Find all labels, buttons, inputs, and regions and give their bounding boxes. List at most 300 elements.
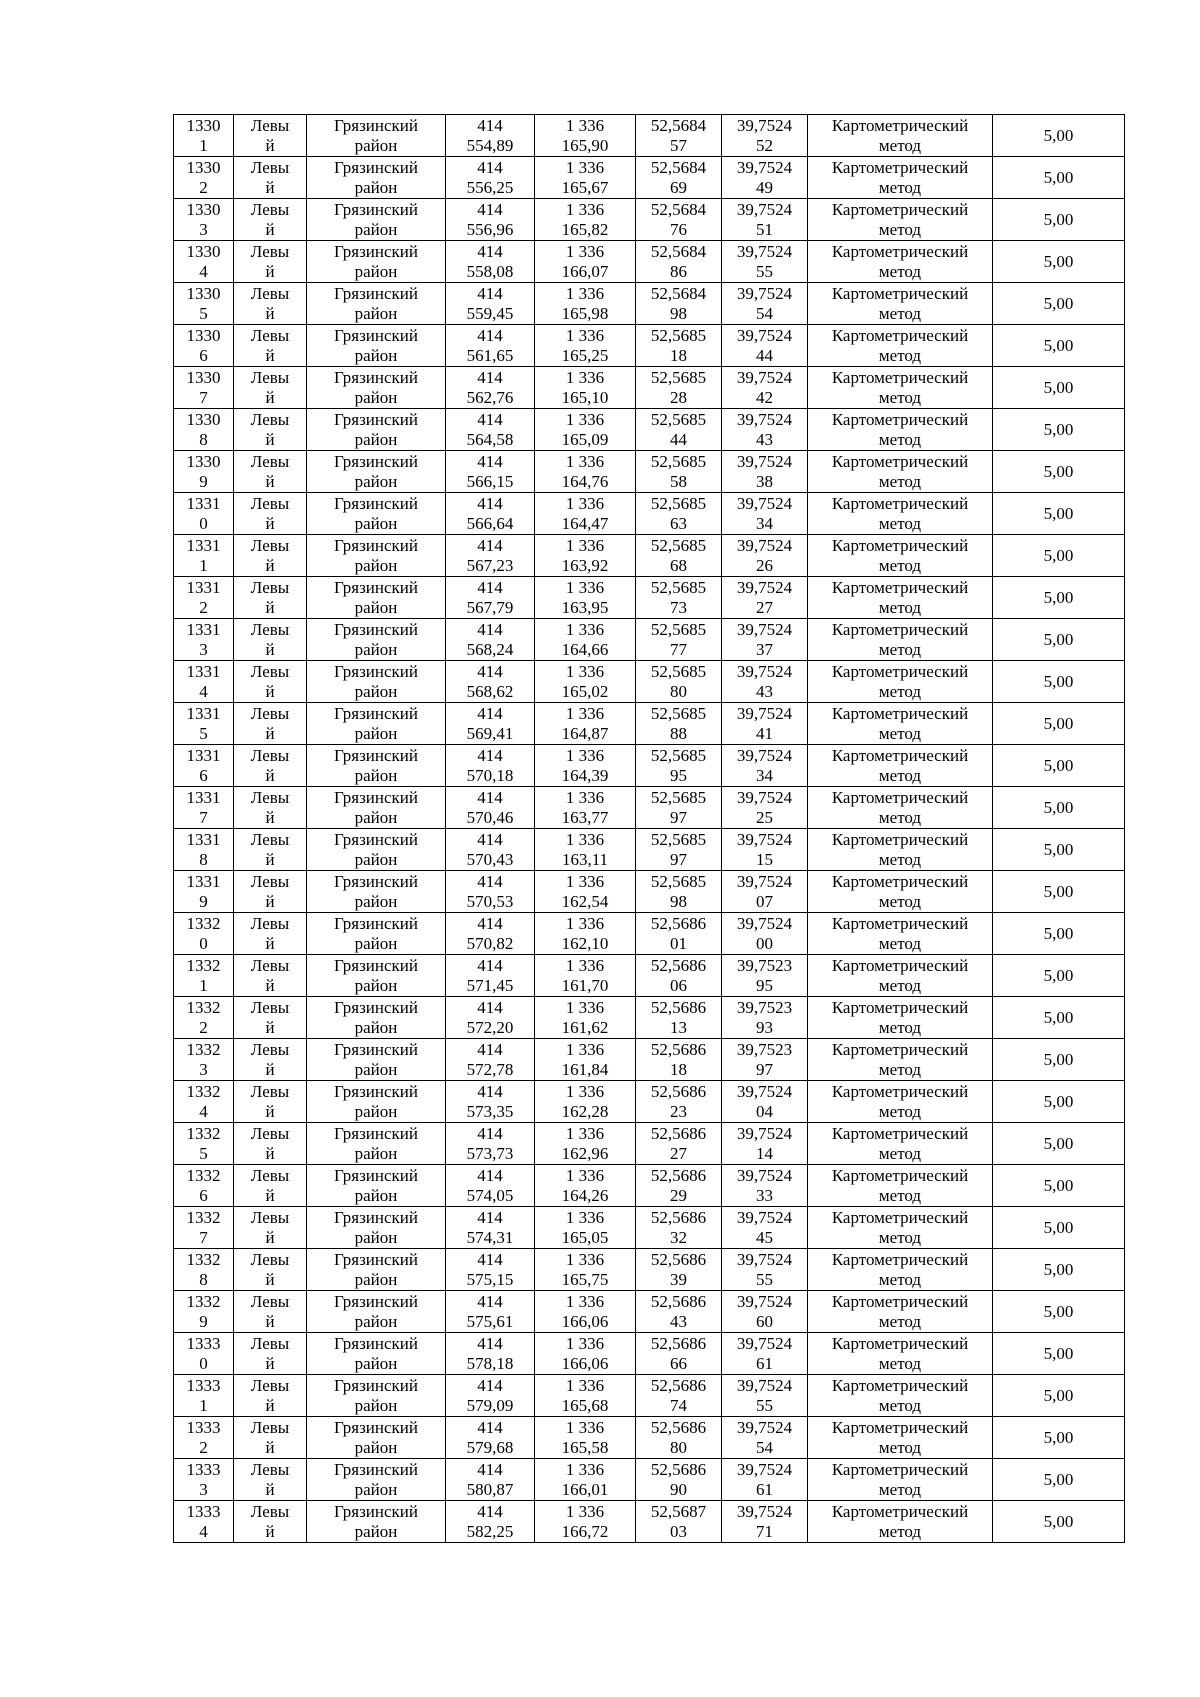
bank-side-cell-line: Левы <box>250 1375 290 1395</box>
accuracy-cell-value: 5,00 <box>1043 1427 1074 1447</box>
method-cell-line: Картометрический <box>831 829 969 849</box>
point-number-cell <box>174 577 234 619</box>
method-cell-line: метод <box>878 261 922 281</box>
latitude-cell <box>636 661 722 703</box>
coord-x-cell-line: 575,15 <box>466 1269 514 1289</box>
point-number-cell-line: 1332 <box>186 1039 221 1059</box>
accuracy-cell <box>993 367 1125 409</box>
accuracy-cell-value: 5,00 <box>1043 713 1074 733</box>
longitude-cell-line: 26 <box>756 555 773 575</box>
longitude-cell-line: 34 <box>756 513 773 533</box>
accuracy-cell-value: 5,00 <box>1043 1007 1074 1027</box>
bank-side-cell <box>234 451 307 493</box>
bank-side-cell <box>234 619 307 661</box>
bank-side-cell <box>234 535 307 577</box>
coord-y-cell-line: 1 336 <box>565 1249 605 1269</box>
coord-y-cell-line: 1 336 <box>565 1333 605 1353</box>
method-cell-line: метод <box>878 1353 922 1373</box>
point-number-cell-line: 1332 <box>186 955 221 975</box>
longitude-cell-line: 60 <box>756 1311 773 1331</box>
bank-side-cell <box>234 1459 307 1501</box>
point-number-cell <box>174 1333 234 1375</box>
table-row <box>174 1249 1125 1291</box>
latitude-cell-line: 58 <box>670 471 687 491</box>
bank-side-cell-line: Левы <box>250 1207 290 1227</box>
coord-y-cell-line: 162,54 <box>561 891 609 911</box>
accuracy-cell-value: 5,00 <box>1043 1259 1074 1279</box>
coord-x-cell-line: 582,25 <box>466 1521 514 1541</box>
coord-y-cell-line: 165,10 <box>561 387 609 407</box>
longitude-cell <box>722 661 808 703</box>
bank-side-cell-line: й <box>265 639 275 659</box>
point-number-cell-line: 1333 <box>186 1501 221 1521</box>
point-number-cell-line: 7 <box>199 387 208 407</box>
method-cell <box>808 1039 993 1081</box>
bank-side-cell-line: Левы <box>250 997 290 1017</box>
district-cell-line: Грязинский <box>334 955 418 975</box>
accuracy-cell <box>993 283 1125 325</box>
point-number-cell-line: 1331 <box>186 535 221 555</box>
latitude-cell <box>636 1081 722 1123</box>
longitude-cell-line: 55 <box>756 1269 773 1289</box>
table-row <box>174 787 1125 829</box>
table-row <box>174 367 1125 409</box>
method-cell-line: Картометрический <box>831 703 969 723</box>
coord-y-cell <box>535 409 636 451</box>
district-cell <box>307 661 446 703</box>
bank-side-cell <box>234 787 307 829</box>
point-number-cell <box>174 199 234 241</box>
district-cell-line: Грязинский <box>334 703 418 723</box>
district-cell-line: Грязинский <box>334 787 418 807</box>
district-cell-line: район <box>354 1353 398 1373</box>
coord-x-cell-line: 414 <box>477 1165 503 1185</box>
method-cell-line: Картометрический <box>831 661 969 681</box>
table-row <box>174 1123 1125 1165</box>
latitude-cell-line: 52,5685 <box>650 661 707 681</box>
district-cell <box>307 409 446 451</box>
method-cell-line: метод <box>878 135 922 155</box>
point-number-cell-line: 1333 <box>186 1417 221 1437</box>
method-cell-line: Картометрический <box>831 1501 969 1521</box>
bank-side-cell-line: Левы <box>250 661 290 681</box>
district-cell-line: Грязинский <box>334 451 418 471</box>
coord-x-cell-line: 572,20 <box>466 1017 514 1037</box>
coord-y-cell <box>535 1501 636 1543</box>
accuracy-cell-value: 5,00 <box>1043 1049 1074 1069</box>
coord-y-cell-line: 1 336 <box>565 451 605 471</box>
method-cell-line: метод <box>878 975 922 995</box>
coord-x-cell-line: 569,41 <box>466 723 514 743</box>
district-cell-line: район <box>354 177 398 197</box>
bank-side-cell-line: й <box>265 891 275 911</box>
longitude-cell-line: 52 <box>756 135 773 155</box>
method-cell <box>808 115 993 157</box>
method-cell <box>808 1375 993 1417</box>
district-cell-line: Грязинский <box>334 871 418 891</box>
district-cell-line: Грязинский <box>334 577 418 597</box>
point-number-cell-line: 1331 <box>186 871 221 891</box>
bank-side-cell-line: й <box>265 555 275 575</box>
coord-y-cell <box>535 745 636 787</box>
coord-x-cell-line: 573,35 <box>466 1101 514 1121</box>
longitude-cell-line: 39,7523 <box>736 1039 793 1059</box>
method-cell <box>808 1165 993 1207</box>
accuracy-cell <box>993 115 1125 157</box>
accuracy-cell-value: 5,00 <box>1043 1301 1074 1321</box>
coord-y-cell <box>535 997 636 1039</box>
bank-side-cell-line: й <box>265 261 275 281</box>
coord-x-cell-line: 414 <box>477 325 503 345</box>
coord-x-cell <box>446 871 535 913</box>
method-cell-line: Картометрический <box>831 157 969 177</box>
coord-x-cell-line: 564,58 <box>466 429 514 449</box>
district-cell <box>307 1249 446 1291</box>
latitude-cell <box>636 1165 722 1207</box>
accuracy-cell-value: 5,00 <box>1043 587 1074 607</box>
coord-x-cell-line: 570,46 <box>466 807 514 827</box>
accuracy-cell <box>993 1165 1125 1207</box>
longitude-cell <box>722 913 808 955</box>
longitude-cell-line: 93 <box>756 1017 773 1037</box>
point-number-cell-line: 1332 <box>186 1291 221 1311</box>
table-row <box>174 913 1125 955</box>
latitude-cell <box>636 913 722 955</box>
point-number-cell-line: 4 <box>199 1101 208 1121</box>
accuracy-cell-value: 5,00 <box>1043 377 1074 397</box>
latitude-cell-line: 68 <box>670 555 687 575</box>
latitude-cell <box>636 1501 722 1543</box>
latitude-cell-line: 52,5686 <box>650 997 707 1017</box>
accuracy-cell <box>993 409 1125 451</box>
bank-side-cell-line: й <box>265 681 275 701</box>
method-cell-line: Картометрический <box>831 1207 969 1227</box>
accuracy-cell-value: 5,00 <box>1043 629 1074 649</box>
bank-side-cell <box>234 1039 307 1081</box>
coord-x-cell-line: 568,24 <box>466 639 514 659</box>
coord-y-cell-line: 161,70 <box>561 975 609 995</box>
point-number-cell-line: 9 <box>199 1311 208 1331</box>
coord-y-cell-line: 164,26 <box>561 1185 609 1205</box>
table-row <box>174 829 1125 871</box>
latitude-cell <box>636 283 722 325</box>
coord-y-cell-line: 166,06 <box>561 1353 609 1373</box>
coord-x-cell-line: 566,15 <box>466 471 514 491</box>
coord-x-cell <box>446 493 535 535</box>
point-number-cell <box>174 619 234 661</box>
bank-side-cell-line: й <box>265 1479 275 1499</box>
latitude-cell <box>636 1375 722 1417</box>
coord-y-cell-line: 166,72 <box>561 1521 609 1541</box>
coord-y-cell-line: 165,02 <box>561 681 609 701</box>
bank-side-cell-line: Левы <box>250 1291 290 1311</box>
accuracy-cell <box>993 241 1125 283</box>
latitude-cell-line: 52,5685 <box>650 745 707 765</box>
bank-side-cell-line: й <box>265 219 275 239</box>
district-cell <box>307 913 446 955</box>
coord-y-cell-line: 163,95 <box>561 597 609 617</box>
point-number-cell-line: 1331 <box>186 787 221 807</box>
coord-x-cell-line: 579,09 <box>466 1395 514 1415</box>
longitude-cell-line: 37 <box>756 639 773 659</box>
coord-y-cell <box>535 1333 636 1375</box>
table-row <box>174 745 1125 787</box>
accuracy-cell-value: 5,00 <box>1043 209 1074 229</box>
coord-x-cell-line: 414 <box>477 871 503 891</box>
coord-y-cell-line: 1 336 <box>565 493 605 513</box>
coord-y-cell-line: 1 336 <box>565 1207 605 1227</box>
accuracy-cell-value: 5,00 <box>1043 797 1074 817</box>
point-number-cell-line: 6 <box>199 345 208 365</box>
longitude-cell-line: 39,7524 <box>736 1501 793 1521</box>
point-number-cell-line: 5 <box>199 303 208 323</box>
latitude-cell <box>636 997 722 1039</box>
latitude-cell-line: 69 <box>670 177 687 197</box>
bank-side-cell-line: Левы <box>250 619 290 639</box>
accuracy-cell-value: 5,00 <box>1043 1511 1074 1531</box>
latitude-cell-line: 52,5685 <box>650 451 707 471</box>
latitude-cell-line: 52,5687 <box>650 1501 707 1521</box>
latitude-cell-line: 76 <box>670 219 687 239</box>
longitude-cell-line: 39,7524 <box>736 241 793 261</box>
bank-side-cell <box>234 745 307 787</box>
method-cell-line: метод <box>878 1227 922 1247</box>
accuracy-cell <box>993 493 1125 535</box>
district-cell-line: Грязинский <box>334 1081 418 1101</box>
longitude-cell-line: 54 <box>756 303 773 323</box>
coord-x-cell <box>446 115 535 157</box>
accuracy-cell <box>993 1333 1125 1375</box>
latitude-cell <box>636 955 722 997</box>
longitude-cell-line: 39,7524 <box>736 745 793 765</box>
latitude-cell-line: 39 <box>670 1269 687 1289</box>
method-cell <box>808 367 993 409</box>
point-number-cell-line: 1333 <box>186 1375 221 1395</box>
table-row <box>174 1501 1125 1543</box>
bank-side-cell-line: Левы <box>250 535 290 555</box>
point-number-cell-line: 1 <box>199 975 208 995</box>
point-number-cell-line: 1331 <box>186 577 221 597</box>
method-cell-line: Картометрический <box>831 1249 969 1269</box>
accuracy-cell <box>993 199 1125 241</box>
coord-y-cell-line: 1 336 <box>565 1291 605 1311</box>
latitude-cell <box>636 829 722 871</box>
longitude-cell <box>722 1081 808 1123</box>
accuracy-cell <box>993 1417 1125 1459</box>
district-cell-line: район <box>354 387 398 407</box>
coord-y-cell-line: 1 336 <box>565 1123 605 1143</box>
latitude-cell <box>636 1039 722 1081</box>
district-cell <box>307 1207 446 1249</box>
latitude-cell <box>636 115 722 157</box>
coord-x-cell-line: 414 <box>477 1459 503 1479</box>
coord-x-cell <box>446 199 535 241</box>
table-row <box>174 1081 1125 1123</box>
coord-y-cell <box>535 913 636 955</box>
latitude-cell-line: 23 <box>670 1101 687 1121</box>
point-number-cell-line: 8 <box>199 429 208 449</box>
latitude-cell <box>636 451 722 493</box>
district-cell <box>307 577 446 619</box>
district-cell <box>307 1123 446 1165</box>
latitude-cell-line: 52,5686 <box>650 1081 707 1101</box>
coord-y-cell <box>535 955 636 997</box>
method-cell <box>808 535 993 577</box>
coord-x-cell <box>446 1501 535 1543</box>
coord-x-cell <box>446 997 535 1039</box>
coord-y-cell-line: 162,28 <box>561 1101 609 1121</box>
method-cell <box>808 619 993 661</box>
method-cell-line: Картометрический <box>831 745 969 765</box>
coord-x-cell-line: 558,08 <box>466 261 514 281</box>
method-cell-line: Картометрический <box>831 535 969 555</box>
bank-side-cell-line: й <box>265 765 275 785</box>
coord-x-cell-line: 571,45 <box>466 975 514 995</box>
point-number-cell-line: 1332 <box>186 1123 221 1143</box>
longitude-cell-line: 39,7524 <box>736 829 793 849</box>
coord-y-cell-line: 164,39 <box>561 765 609 785</box>
bank-side-cell <box>234 955 307 997</box>
accuracy-cell <box>993 1207 1125 1249</box>
longitude-cell <box>722 241 808 283</box>
point-number-cell <box>174 955 234 997</box>
accuracy-cell <box>993 1249 1125 1291</box>
district-cell <box>307 493 446 535</box>
coord-y-cell-line: 1 336 <box>565 535 605 555</box>
latitude-cell-line: 52,5686 <box>650 1417 707 1437</box>
coord-y-cell <box>535 241 636 283</box>
coord-y-cell-line: 1 336 <box>565 619 605 639</box>
table-row <box>174 1375 1125 1417</box>
table-row <box>174 1417 1125 1459</box>
latitude-cell-line: 52,5685 <box>650 493 707 513</box>
district-cell-line: район <box>354 1227 398 1247</box>
accuracy-cell <box>993 703 1125 745</box>
accuracy-cell-value: 5,00 <box>1043 1343 1074 1363</box>
district-cell-line: район <box>354 513 398 533</box>
latitude-cell-line: 52,5685 <box>650 367 707 387</box>
latitude-cell-line: 44 <box>670 429 687 449</box>
longitude-cell-line: 39,7524 <box>736 493 793 513</box>
longitude-cell <box>722 745 808 787</box>
method-cell <box>808 703 993 745</box>
coord-x-cell <box>446 1123 535 1165</box>
district-cell-line: район <box>354 1059 398 1079</box>
coord-x-cell <box>446 1375 535 1417</box>
district-cell <box>307 451 446 493</box>
longitude-cell-line: 39,7524 <box>736 871 793 891</box>
coord-y-cell-line: 164,47 <box>561 513 609 533</box>
coord-y-cell-line: 1 336 <box>565 787 605 807</box>
district-cell-line: район <box>354 639 398 659</box>
latitude-cell-line: 52,5685 <box>650 577 707 597</box>
bank-side-cell-line: Левы <box>250 1249 290 1269</box>
method-cell-line: Картометрический <box>831 1333 969 1353</box>
bank-side-cell-line: Левы <box>250 1123 290 1143</box>
bank-side-cell-line: Левы <box>250 829 290 849</box>
district-cell-line: район <box>354 261 398 281</box>
longitude-cell-line: 44 <box>756 345 773 365</box>
district-cell-line: Грязинский <box>334 745 418 765</box>
point-number-cell-line: 1333 <box>186 1333 221 1353</box>
coord-y-cell-line: 1 336 <box>565 1375 605 1395</box>
bank-side-cell-line: й <box>265 723 275 743</box>
longitude-cell-line: 38 <box>756 471 773 491</box>
method-cell <box>808 451 993 493</box>
latitude-cell-line: 52,5685 <box>650 409 707 429</box>
district-cell-line: Грязинский <box>334 1165 418 1185</box>
accuracy-cell-value: 5,00 <box>1043 419 1074 439</box>
coord-x-cell-line: 414 <box>477 829 503 849</box>
bank-side-cell-line: Левы <box>250 1459 290 1479</box>
point-number-cell-line: 1330 <box>186 115 221 135</box>
latitude-cell-line: 88 <box>670 723 687 743</box>
latitude-cell-line: 52,5686 <box>650 1375 707 1395</box>
method-cell-line: метод <box>878 219 922 239</box>
accuracy-cell <box>993 997 1125 1039</box>
longitude-cell <box>722 703 808 745</box>
bank-side-cell <box>234 367 307 409</box>
accuracy-cell <box>993 871 1125 913</box>
coord-x-cell <box>446 1165 535 1207</box>
coord-x-cell <box>446 1291 535 1333</box>
method-cell <box>808 1333 993 1375</box>
longitude-cell-line: 39,7524 <box>736 283 793 303</box>
method-cell-line: метод <box>878 1101 922 1121</box>
district-cell-line: Грязинский <box>334 1333 418 1353</box>
coord-x-cell <box>446 1207 535 1249</box>
latitude-cell <box>636 325 722 367</box>
longitude-cell-line: 39,7524 <box>736 577 793 597</box>
longitude-cell-line: 39,7524 <box>736 157 793 177</box>
bank-side-cell <box>234 703 307 745</box>
bank-side-cell-line: Левы <box>250 157 290 177</box>
coord-y-cell <box>535 535 636 577</box>
latitude-cell-line: 52,5686 <box>650 1039 707 1059</box>
longitude-cell <box>722 787 808 829</box>
bank-side-cell-line: й <box>265 177 275 197</box>
latitude-cell-line: 18 <box>670 1059 687 1079</box>
latitude-cell <box>636 745 722 787</box>
coord-y-cell <box>535 829 636 871</box>
coord-x-cell-line: 414 <box>477 1501 503 1521</box>
coord-y-cell-line: 1 336 <box>565 199 605 219</box>
coord-x-cell-line: 414 <box>477 1333 503 1353</box>
coord-y-cell <box>535 157 636 199</box>
coord-x-cell-line: 414 <box>477 703 503 723</box>
district-cell-line: Грязинский <box>334 325 418 345</box>
coord-x-cell-line: 414 <box>477 661 503 681</box>
latitude-cell-line: 28 <box>670 387 687 407</box>
method-cell <box>808 325 993 367</box>
latitude-cell-line: 52,5686 <box>650 1207 707 1227</box>
point-number-cell <box>174 661 234 703</box>
coord-y-cell-line: 165,09 <box>561 429 609 449</box>
point-number-cell <box>174 493 234 535</box>
coord-x-cell-line: 414 <box>477 409 503 429</box>
method-cell-line: Картометрический <box>831 493 969 513</box>
bank-side-cell <box>234 493 307 535</box>
bank-side-cell <box>234 661 307 703</box>
district-cell-line: район <box>354 1101 398 1121</box>
bank-side-cell-line: Левы <box>250 703 290 723</box>
table-row <box>174 703 1125 745</box>
longitude-cell-line: 39,7524 <box>736 1333 793 1353</box>
longitude-cell <box>722 577 808 619</box>
coord-x-cell-line: 561,65 <box>466 345 514 365</box>
coord-y-cell <box>535 661 636 703</box>
bank-side-cell-line: й <box>265 513 275 533</box>
